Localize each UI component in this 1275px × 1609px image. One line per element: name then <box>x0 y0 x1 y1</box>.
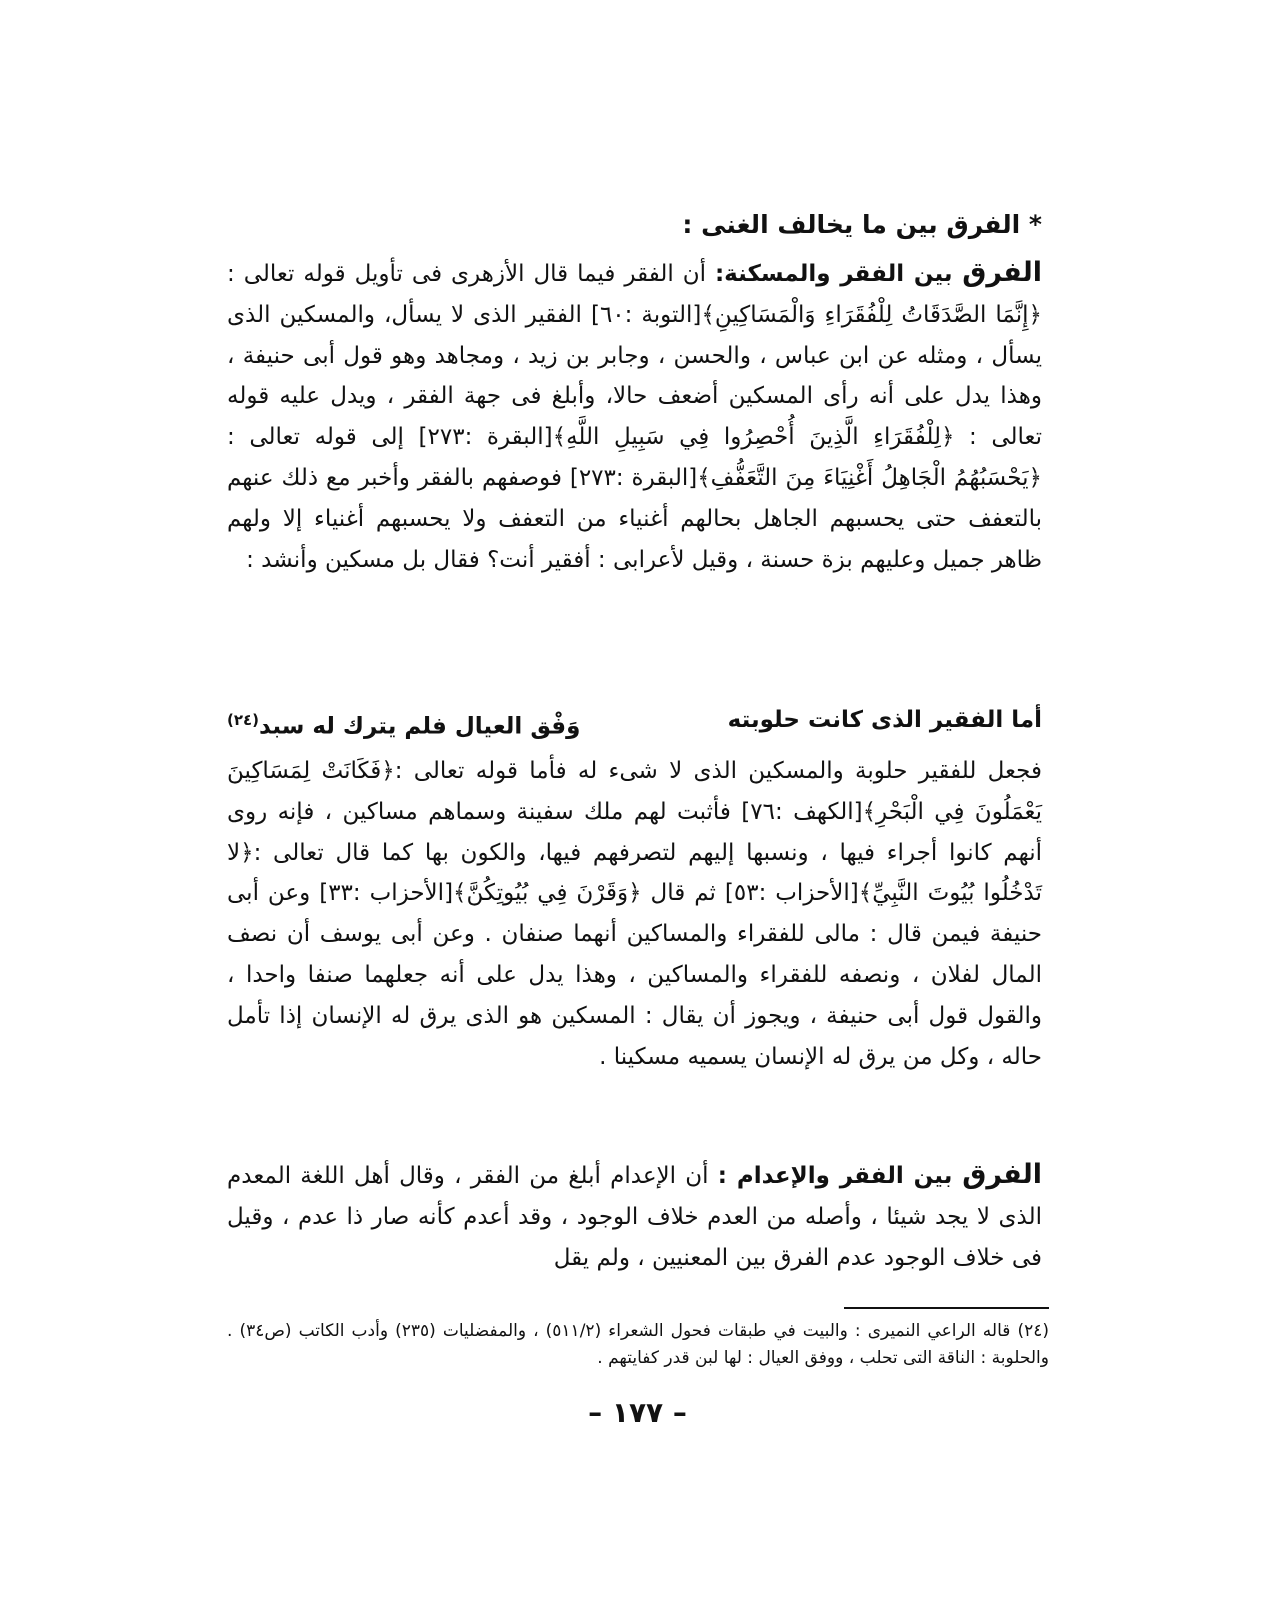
verse-second-hemistich <box>227 700 580 747</box>
paragraph-commentary: فجعل للفقير حلوبة والمسكين الذى لا شىء له فأما قوله تعالى :﴿فَكَانَتْ لِمَسَاكِينَ يَعْمَلُونَ فِي الْبَحْرِ﴾[الكهف :٧٦] فأثبت لهم ملك سفينة وسماهم مساكين ، فإنه روى أنهم كانوا أجراء فيها ، ونسبها إليهم لتصرفهم فيها، والكون بها كما قال تعالى :﴿لا تَدْخُلُوا بُيُوتَ النَّبِيِّ﴾[الأحزاب :٥٣] ثم قال ﴿وَقَرْنَ فِي بُيُوتِكُنَّ﴾[الأحزاب :٣٣] وعن أبى حنيفة فيمن قال : مالى للفقراء والمساكين أنهما صنفان . وعن أبى يوسف أن نصف المال لفلان ، ونصفه للفقراء والمساكين ، وهذا يدل على أنه جعلهما صنفا واحدا ، والقول قول أبى حنيفة ، ويجوز أن يقال : المسكين هو الذى يرق له الإنسان إذا تأمل حاله ، وكل من يرق له الإنسان يسميه مسكينا . <box>227 758 1043 1070</box>
paragraph-term: بين الفقر والإعدام : <box>717 1163 963 1189</box>
footnote-marker: (٢٤) <box>227 711 260 729</box>
paragraph-poverty-vs-neediness <box>227 253 1042 580</box>
footnote: (٢٤) قاله الراعي النميرى : والبيت في طبقات فحول الشعراء (٥١١/٢) ، والمفضليات (٢٣٥) وأدب الكاتب (ص٣٤) . والحلوبة : الناقة التى تحلب ، ووفق العيال : لها لبن قدر كفايتهم . <box>227 1321 1049 1368</box>
verse-first-hemistich: أما الفقير الذى كانت حلوبته <box>727 707 1042 733</box>
paragraph-poverty-vs-destitution <box>227 1155 1042 1278</box>
poetry-verse <box>227 700 1042 747</box>
paragraph-body: أن الفقر فيما قال الأزهرى فى تأويل قوله تعالى : ﴿إِنَّمَا الصَّدَقَاتُ لِلْفُقَرَاءِ وَالْمَسَاكِينِ﴾[التوبة :٦٠] الفقير الذى لا يسأل، والمسكين الذى يسأل ، ومثله عن ابن عباس ، والحسن ، وجابر بن زيد ، ومجاهد وهو قول أبى حنيفة ، وهذا يدل على أنه رأى المسكين أضعف حالا، وأبلغ فى جهة الفقر ، ويدل عليه قوله تعالى : ﴿لِلْفُقَرَاءِ الَّذِينَ أُحْصِرُوا فِي سَبِيلِ اللَّهِ﴾[البقرة :٢٧٣] إلى قوله تعالى : ﴿يَحْسَبُهُمُ الْجَاهِلُ أَغْنِيَاءَ مِنَ التَّعَفُّفِ﴾[البقرة :٢٧٣] فوصفهم بالفقر وأخبر مع ذلك عنهم بالتعفف حتى يحسبهم الجاهل بحالهم أغنياء من التعفف ولا يحسبهم أغنياء إلا ولهم ظاهر جميل وعليهم بزة حسنة ، وقيل لأعرابى : أفقير أنت؟ فقال بل مسكين وأنشد : <box>227 261 1043 573</box>
page-number: – ١٧٧ – <box>588 1396 687 1429</box>
paragraph-lead-word: الفرق <box>962 1159 1042 1190</box>
paragraph-term: بين الفقر والمسكنة: <box>714 261 963 287</box>
paragraph-body: أن الإعدام أبلغ من الفقر ، وقال أهل اللغة المعدم الذى لا يجد شيئا ، وأصله من العدم خلاف الوجود ، وقد أعدم كأنه صار ذا عدم ، وقيل فى خلاف الوجود عدم الفرق بين المعنيين ، ولم يقل <box>227 1163 1042 1271</box>
paragraph-lead-word: الفرق <box>962 257 1042 288</box>
verse-second-hemistich-text: وَفْق العيال فلم يترك له سبد <box>259 713 581 740</box>
footnote-divider <box>844 1307 1049 1309</box>
section-heading: * الفرق بين ما يخالف الغنى : <box>682 210 1042 239</box>
